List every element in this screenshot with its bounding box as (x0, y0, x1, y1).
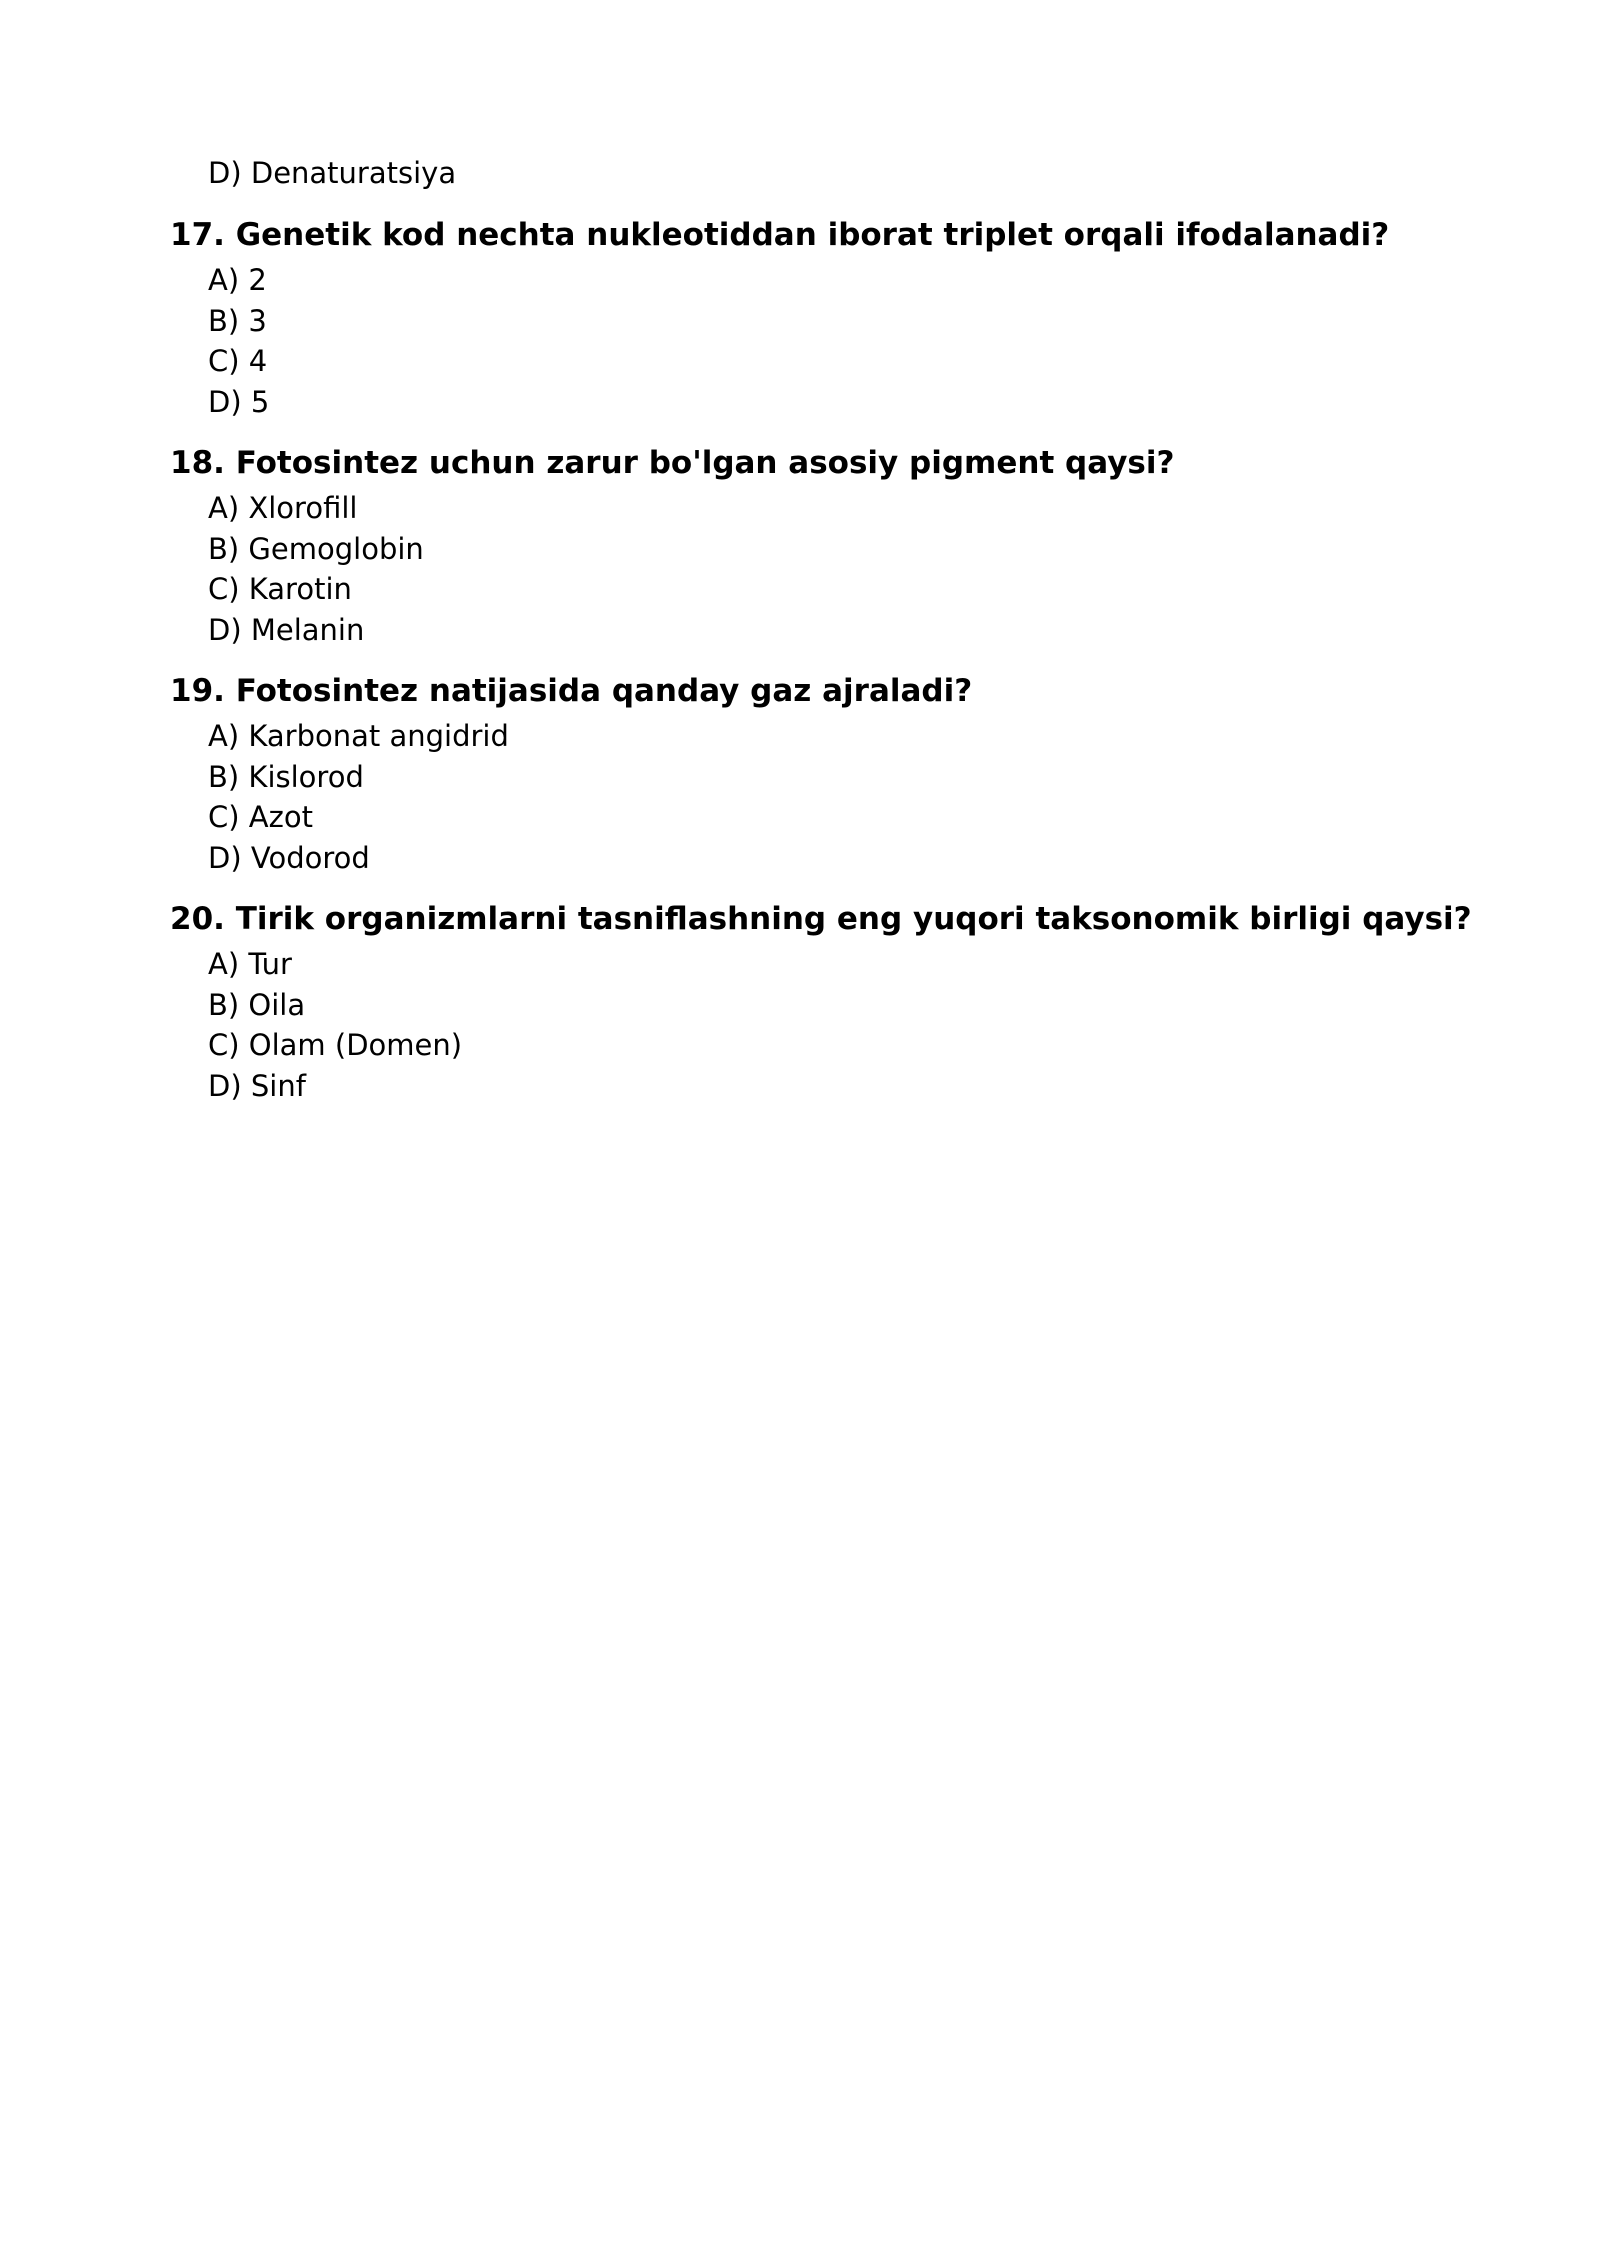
question-list (170, 212, 1470, 1124)
question-title: 17. Genetik kod nechta nukleotiddan iborat triplet orqali ifodalanadi? (170, 217, 1390, 253)
option-list (170, 260, 1470, 422)
question-18 (170, 440, 1470, 650)
option-b: B) Gemoglobin (208, 531, 424, 566)
option-a: A) Xlorofill (208, 491, 358, 525)
question-17 (170, 212, 1470, 422)
option-d: D) Vodorod (208, 840, 370, 875)
option-c: C) 4 (208, 344, 268, 378)
option-d: D) Melanin (208, 612, 365, 647)
continued-option: D) Denaturatsiya (208, 156, 457, 190)
option-list (170, 944, 1470, 1106)
option-d: D) Sinf (208, 1068, 306, 1103)
option-c: C) Karotin (208, 572, 352, 606)
question-19 (170, 668, 1470, 878)
option-a: A) Karbonat angidrid (208, 719, 509, 753)
option-b: B) Kislorod (208, 759, 364, 794)
option-b: B) Oila (208, 987, 306, 1022)
question-title: 18. Fotosintez uchun zarur bo'lgan asosiy pigment qaysi? (170, 445, 1175, 481)
question-title: 20. Tirik organizmlarni tasniflashning eng yuqori taksonomik birligi qaysi? (170, 901, 1472, 937)
option-c: C) Olam (Domen) (208, 1028, 463, 1062)
option-list (170, 716, 1470, 878)
question-title: 19. Fotosintez natijasida qanday gaz ajraladi? (170, 673, 973, 709)
option-a: A) Tur (208, 947, 292, 981)
option-b: B) 3 (208, 303, 267, 338)
question-20 (170, 896, 1470, 1106)
option-c: C) Azot (208, 800, 313, 834)
option-a: A) 2 (208, 263, 267, 297)
option-d: D) 5 (208, 384, 270, 419)
option-list (170, 488, 1470, 650)
